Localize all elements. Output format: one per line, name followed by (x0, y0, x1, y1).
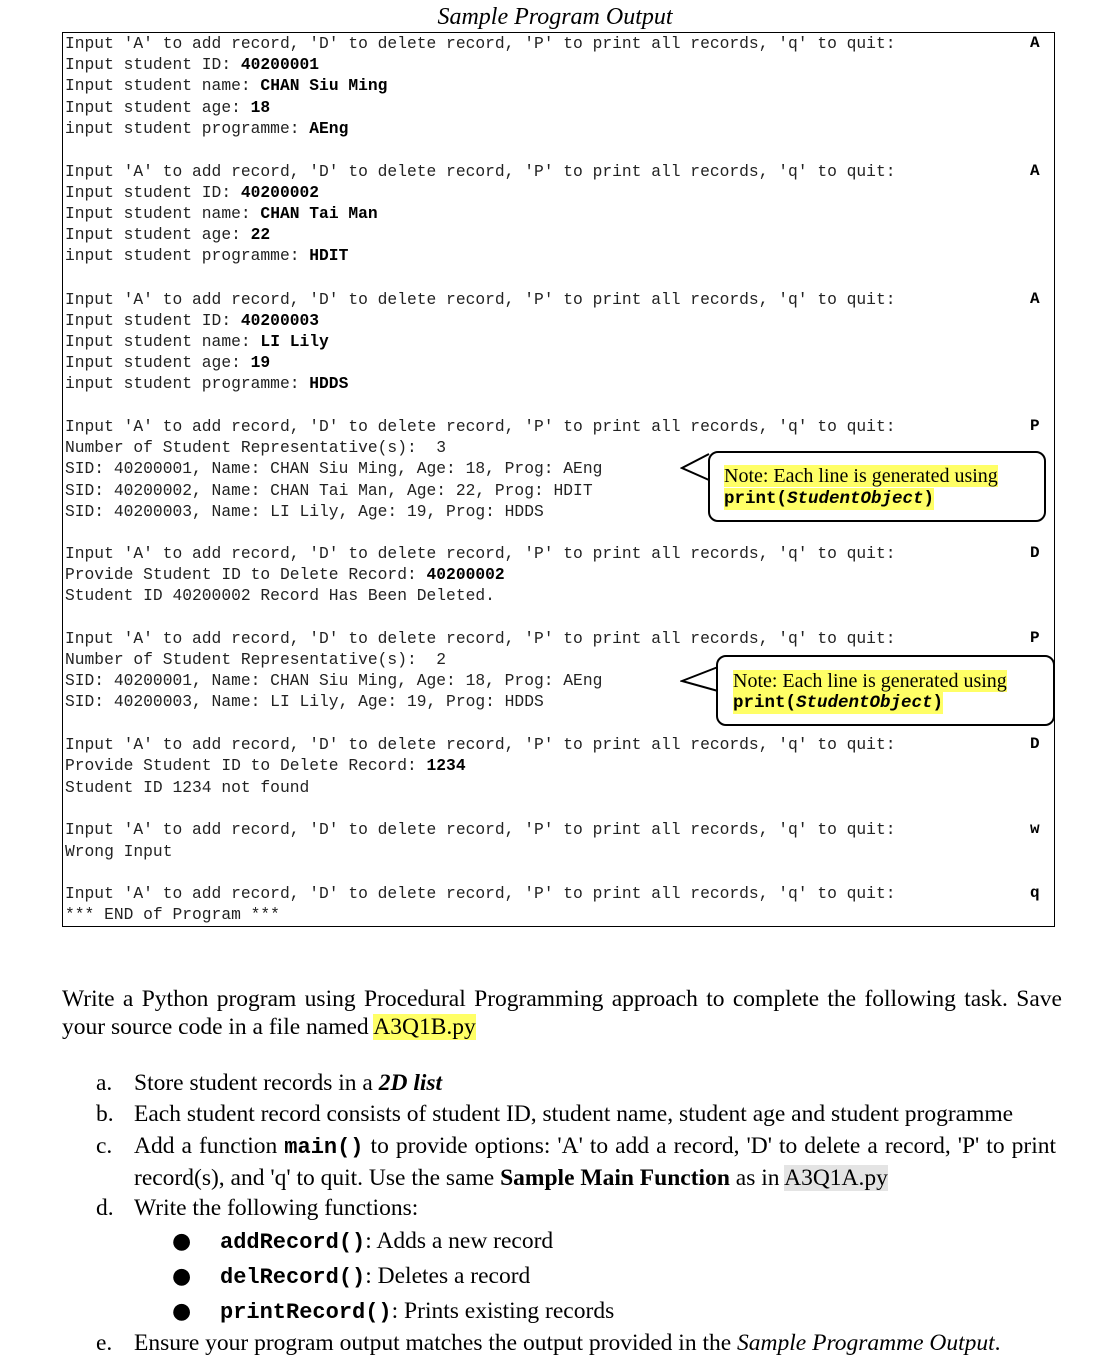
output-line: *** END of Program *** (65, 905, 280, 924)
output-line: Input student age: 22 (65, 225, 271, 244)
record-line: SID: 40200001, Name: CHAN Siu Ming, Age: 18, Prog: AEng (65, 459, 603, 478)
record-line: SID: 40200003, Name: LI Lily, Age: 19, Prog: HDDS (65, 502, 544, 521)
output-line: Input student age: 18 (65, 98, 271, 117)
prompt-answer: A (1030, 162, 1040, 180)
output-line: Student ID 40200002 Record Has Been Deleted. (65, 586, 495, 605)
prompt-answer: A (1030, 34, 1040, 52)
record-line: SID: 40200001, Name: CHAN Siu Ming, Age: 18, Prog: AEng (65, 671, 603, 690)
output-line: Input student name: LI Lily (65, 332, 329, 351)
prompt-answer: P (1030, 417, 1040, 435)
task-item-e: e. Ensure your program output matches the output provided in the Sample Programme Output. (96, 1330, 1001, 1356)
prompt-line: Input 'A' to add record, 'D' to delete record, 'P' to print all records, 'q' to quit: (65, 417, 906, 436)
note-code: print(StudentObject) (724, 489, 935, 509)
task-item-d: d. Write the following functions: (96, 1195, 419, 1221)
prompt-line: Input 'A' to add record, 'D' to delete record, 'P' to print all records, 'q' to quit: (65, 820, 906, 839)
output-line: Input student age: 19 (65, 353, 271, 372)
task-item-b: b. Each student record consists of student ID, student name, student age and student programme (96, 1101, 1014, 1127)
prompt-answer: A (1030, 290, 1040, 308)
output-line: Provide Student ID to Delete Record: 1234 (65, 756, 466, 775)
prompt-line: Input 'A' to add record, 'D' to delete record, 'P' to print all records, 'q' to quit: (65, 290, 906, 309)
prompt-line: Input 'A' to add record, 'D' to delete record, 'P' to print all records, 'q' to quit: (65, 884, 906, 903)
output-line: Input student name: CHAN Siu Ming (65, 76, 388, 95)
bullet-icon: ● (172, 1229, 192, 1254)
output-line: Provide Student ID to Delete Record: 40200002 (65, 565, 505, 584)
note-code: print(StudentObject) (733, 693, 944, 713)
output-line: input student programme: AEng (65, 119, 349, 138)
output-line: Input student ID: 40200003 (65, 311, 320, 330)
output-line: Input student ID: 40200001 (65, 55, 320, 74)
note-text: Note: Each line is generated using (733, 670, 1007, 692)
prompt-answer: q (1030, 884, 1040, 902)
prompt-line: Input 'A' to add record, 'D' to delete record, 'P' to print all records, 'q' to quit: (65, 544, 906, 563)
record-line: SID: 40200003, Name: LI Lily, Age: 19, Prog: HDDS (65, 692, 544, 711)
output-line: Input student name: CHAN Tai Man (65, 204, 378, 223)
prompt-answer: D (1030, 544, 1040, 562)
sample-output-title: Sample Program Output (437, 4, 673, 30)
function-list-item: ● addRecord(): Adds a new record (172, 1228, 554, 1255)
prompt-answer: P (1030, 629, 1040, 647)
output-line: input student programme: HDIT (65, 246, 349, 265)
filename-highlight: A3Q1B.py (373, 1014, 476, 1040)
task-intro: Write a Python program using Procedural Programming approach to complete the following task. Save your source code in a file named A3Q1B.py (62, 986, 1062, 1040)
output-line: Wrong Input (65, 842, 173, 861)
note-callout (708, 451, 1046, 522)
function-list-item: ● printRecord(): Prints existing records (172, 1298, 615, 1325)
bullet-icon: ● (172, 1264, 192, 1289)
prompt-line: Input 'A' to add record, 'D' to delete record, 'P' to print all records, 'q' to quit: (65, 735, 906, 754)
note-callout (716, 655, 1055, 726)
record-line: SID: 40200002, Name: CHAN Tai Man, Age: 22, Prog: HDIT (65, 481, 593, 500)
ref-highlight: A3Q1A.py (784, 1165, 888, 1191)
prompt-answer: w (1030, 820, 1040, 838)
function-list-item: ● delRecord(): Deletes a record (172, 1263, 531, 1290)
record-count-line: Number of Student Representative(s): 3 (65, 438, 447, 457)
output-line: Student ID 1234 not found (65, 778, 310, 797)
note-text: Note: Each line is generated using (724, 465, 998, 487)
bullet-icon: ● (172, 1299, 192, 1324)
output-line: Input student ID: 40200002 (65, 183, 320, 202)
prompt-line: Input 'A' to add record, 'D' to delete record, 'P' to print all records, 'q' to quit: (65, 629, 906, 648)
output-line: input student programme: HDDS (65, 374, 349, 393)
prompt-line: Input 'A' to add record, 'D' to delete record, 'P' to print all records, 'q' to quit: (65, 162, 906, 181)
task-item-c: c. Add a function main() to provide options: 'A' to add a record, 'D' to delete a record, 'P' to print record(s), and 'q' to quit. Use the same Sample Main Function as in A3Q1A.py (96, 1133, 1056, 1191)
task-item-a: a. Store student records in a 2D list (96, 1070, 443, 1096)
prompt-line: Input 'A' to add record, 'D' to delete record, 'P' to print all records, 'q' to quit: (65, 34, 906, 53)
prompt-answer: D (1030, 735, 1040, 753)
record-count-line: Number of Student Representative(s): 2 (65, 650, 447, 669)
code-main: main() (284, 1135, 364, 1160)
